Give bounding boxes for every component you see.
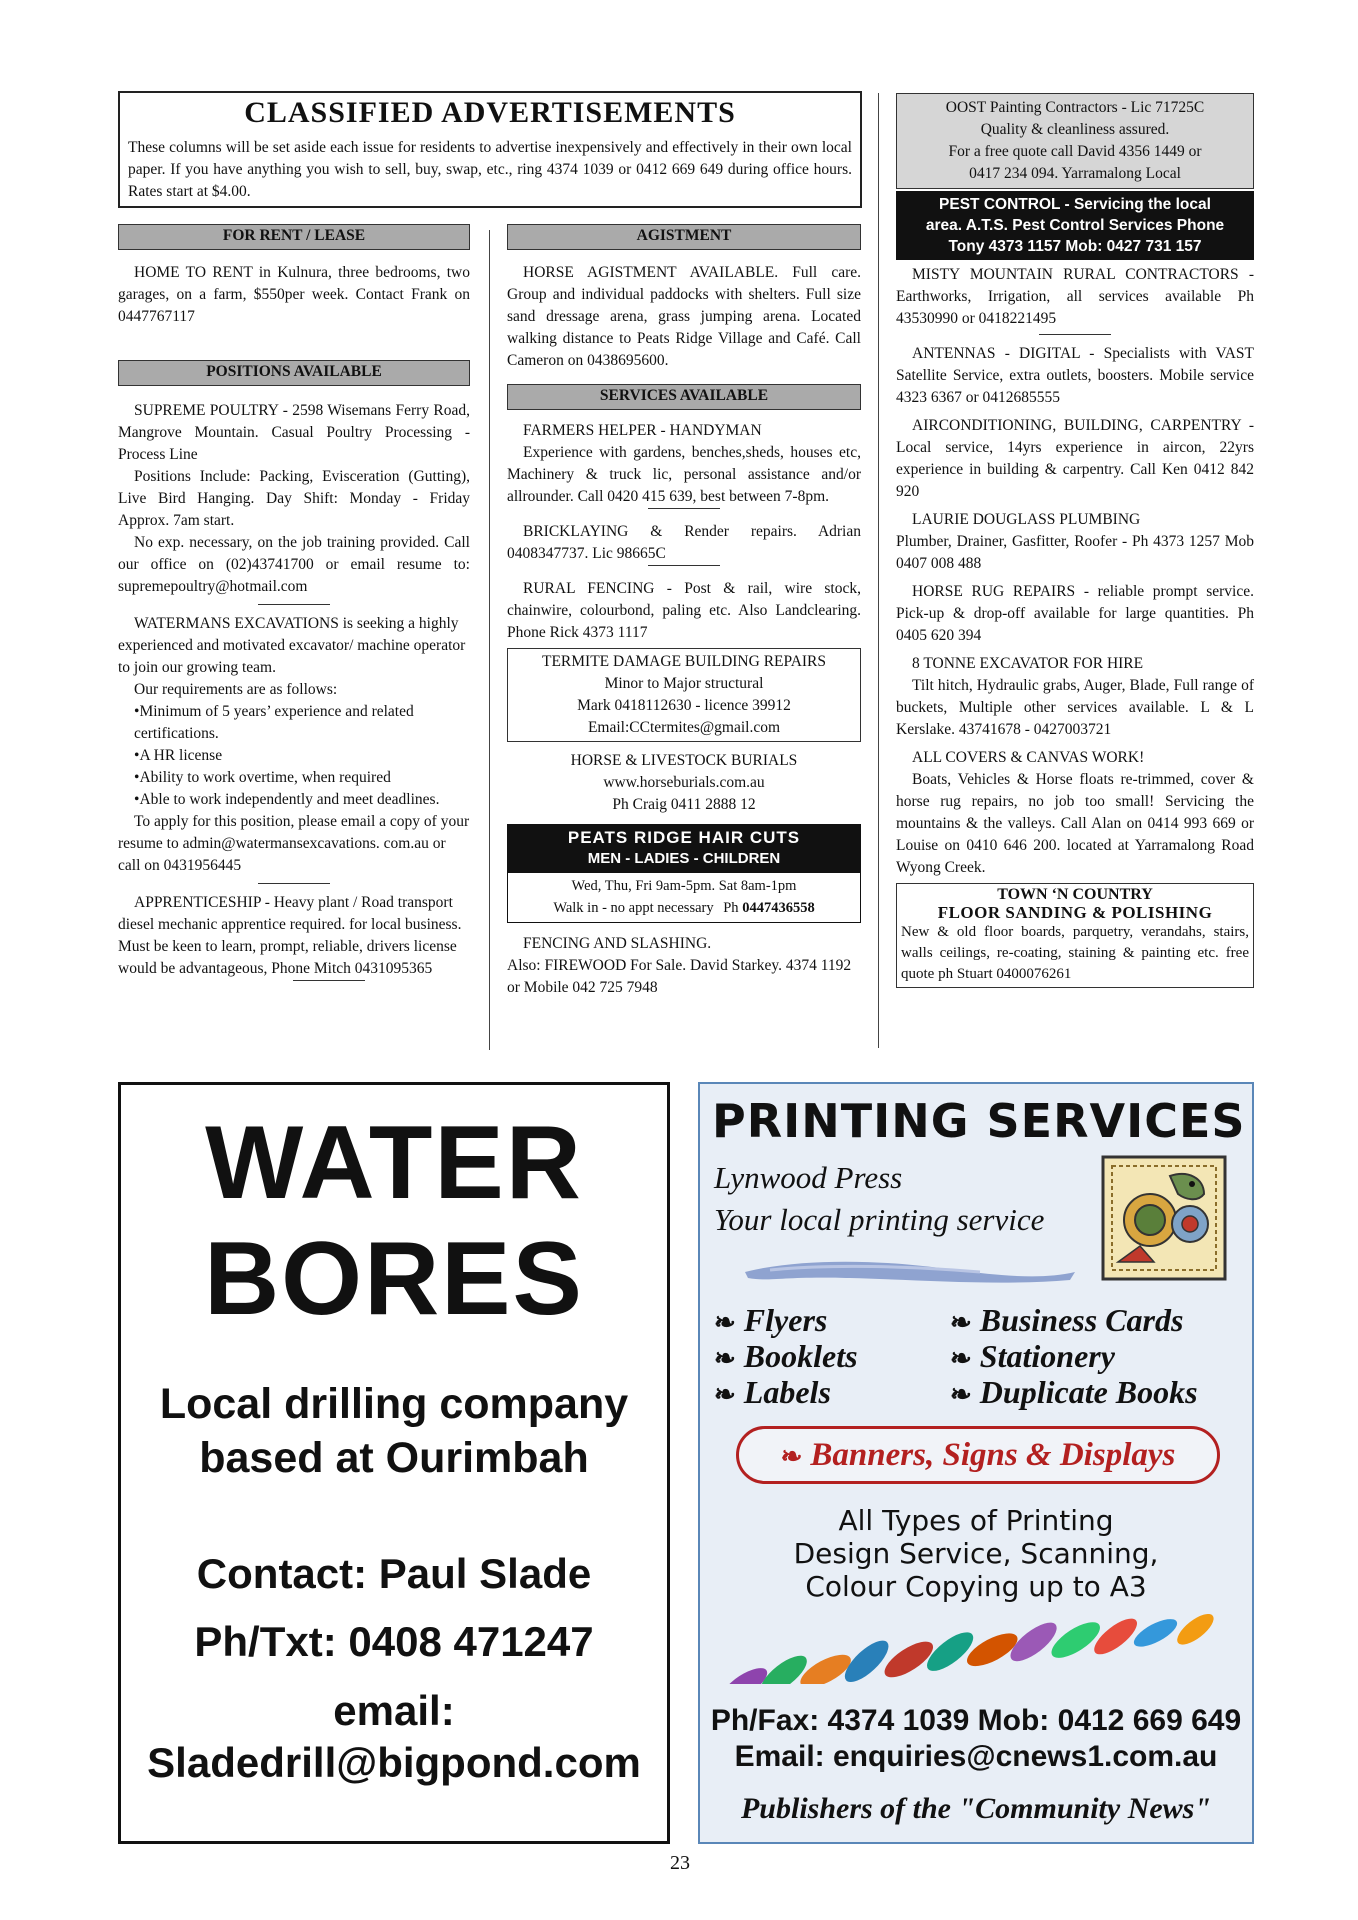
ad-plumbing-title: LAURIE DOUGLASS PLUMBING xyxy=(912,511,1141,528)
swash-icon: ❧ xyxy=(950,1344,972,1373)
column-rent-positions xyxy=(118,224,470,981)
parrot-logo-icon xyxy=(1100,1154,1228,1282)
burials-line: www.horseburials.com.au xyxy=(603,774,765,791)
brush-stroke-decoration xyxy=(740,1250,1080,1290)
water-email: Sladedrill@bigpond.com xyxy=(147,1739,641,1786)
water-phone: Ph/Txt: 0408 471247 xyxy=(194,1618,594,1665)
termite-line: TERMITE DAMAGE BUILDING REPAIRS xyxy=(541,653,827,670)
water-subtitle-line: Local drilling company xyxy=(159,1380,629,1428)
swash-icon: ❧ xyxy=(714,1344,736,1373)
service-label: Duplicate Books xyxy=(979,1374,1198,1410)
section-heading-rent: FOR RENT / LEASE xyxy=(118,224,470,250)
print-types xyxy=(700,1504,1252,1603)
ad-water-bores xyxy=(118,1082,670,1844)
ad-termite-box xyxy=(507,648,861,742)
ad-antennas: ANTENNAS - DIGITAL - Specialists with VAST Satellite Service, extra outlets, boosters. Mobile service 4323 6367 or 0412685555 xyxy=(896,345,1254,406)
section-heading-positions: POSITIONS AVAILABLE xyxy=(118,360,470,386)
print-types-line: Colour Copying up to A3 xyxy=(805,1570,1147,1603)
ad-floor-sanding xyxy=(896,883,1254,988)
service-item xyxy=(950,1338,1115,1375)
service-label: Business Cards xyxy=(979,1302,1184,1338)
ad-bricklaying: BRICKLAYING & Render repairs. Adrian 0408347737. Lic 98665C xyxy=(507,523,861,562)
section-heading-agistment: AGISTMENT xyxy=(507,224,861,250)
ad-farmers-helper-title: FARMERS HELPER - HANDYMAN xyxy=(523,422,762,439)
swash-icon: ❧ xyxy=(950,1308,972,1337)
ad-plumbing: Plumber, Drainer, Gasfitter, Roofer - Ph 4373 1257 Mob 0407 008 488 xyxy=(896,533,1254,572)
swash-icon: ❧ xyxy=(780,1442,803,1471)
classified-header-box xyxy=(118,91,862,208)
termite-line: Minor to Major structural xyxy=(604,675,764,692)
hair-walkin-line xyxy=(508,897,860,922)
ad-airconditioning: AIRCONDITIONING, BUILDING, CARPENTRY - Local service, 14yrs experience in aircon, 22yrs experience in building & carpentry. Call Ken 0412 842 920 xyxy=(896,417,1254,500)
hair-title: PEATS RIDGE HAIR CUTS xyxy=(508,825,860,849)
swash-icon: ❧ xyxy=(714,1380,736,1409)
ad-misty-mountain: MISTY MOUNTAIN RURAL CONTRACTORS - Earthworks, Irrigation, all services available Ph 43530990 or 0418221495 xyxy=(896,266,1254,327)
service-label: Stationery xyxy=(979,1338,1115,1374)
water-title-line: BORES xyxy=(204,1221,584,1337)
ad-watermans-intro: WATERMANS EXCAVATIONS is seeking a highly experienced and motivated excavator/ machine operator to join our growing team. xyxy=(118,615,466,676)
burials-line: HORSE & LIVESTOCK BURIALS xyxy=(570,752,798,769)
ad-home-to-rent: HOME TO RENT in Kulnura, three bedrooms, two garages, on a farm, $550per week. Contact Frank on 0447767117 xyxy=(118,264,470,325)
pest-line: PEST CONTROL - Servicing the local xyxy=(939,196,1211,213)
water-subtitle xyxy=(121,1377,667,1485)
service-label: Flyers xyxy=(743,1302,828,1338)
print-tagline: Your local printing service xyxy=(714,1202,1045,1237)
ad-watermans-bullet: • Ability to work overtime, when required xyxy=(118,767,470,789)
print-types-line: All Types of Printing xyxy=(838,1504,1114,1537)
swash-icon: ❧ xyxy=(950,1380,972,1409)
water-subtitle-line: based at Ourimbah xyxy=(199,1434,589,1482)
print-banner xyxy=(736,1426,1220,1484)
ad-covers-title: ALL COVERS & CANVAS WORK! xyxy=(912,749,1145,766)
ad-fencing-title: FENCING AND SLASHING. xyxy=(523,935,712,952)
floor-title: TOWN ‘N COUNTRY xyxy=(997,886,1153,903)
hair-hours: Wed, Thu, Fri 9am-5pm. Sat 8am-1pm xyxy=(571,878,797,894)
oost-line: 0417 234 094. Yarramalong Local xyxy=(969,165,1181,182)
oost-line: For a free quote call David 4356 1449 or xyxy=(948,143,1202,160)
ad-excavator-title: 8 TONNE EXCAVATOR FOR HIRE xyxy=(912,655,1144,672)
divider xyxy=(293,980,365,981)
ad-horse-rug: HORSE RUG REPAIRS - reliable prompt service. Pick-up & drop-off available for large quantities. Ph 0405 620 394 xyxy=(896,583,1254,644)
service-item xyxy=(714,1338,858,1375)
ad-watermans-bullet: • A HR license xyxy=(118,745,470,767)
ad-farmers-helper: Experience with gardens, benches,sheds, houses etc, Machinery & truck lic, personal assistance and/or allrounder. Call 0420 415 639, best between 7-8pm. xyxy=(507,444,861,505)
swash-icon: ❧ xyxy=(714,1308,736,1337)
ad-printing-services xyxy=(698,1082,1254,1844)
ad-watermans-requirements: Our requirements are as follows: xyxy=(134,681,338,698)
hair-phone: 0447436558 xyxy=(742,900,815,916)
column-agistment-services xyxy=(507,224,861,999)
ad-watermans-bullet: • Minimum of 5 years’ experience and related certifications. xyxy=(118,701,470,745)
ad-pest-control xyxy=(896,191,1254,260)
print-title: PRINTING SERVICES xyxy=(712,1094,1246,1148)
ad-horse-burials xyxy=(507,750,861,816)
ad-watermans-bullet: • Able to work independently and meet deadlines. xyxy=(118,789,470,811)
column-services-right xyxy=(896,93,1254,988)
hair-subtitle: MEN - LADIES - CHILDREN xyxy=(508,849,860,873)
section-heading-services: SERVICES AVAILABLE xyxy=(507,384,861,410)
classified-title: CLASSIFIED ADVERTISEMENTS xyxy=(244,96,736,129)
classified-intro: These columns will be set aside each issue for residents to advertise inexpensively and effectively in their own local paper. If you have anything you wish to sell, buy, swap, etc., ring 4374 1039 or 0412 669 649 during office hours. Rates start at $4.00. xyxy=(128,139,852,200)
ad-rural-fencing: RURAL FENCING - Post & rail, wire stock, chainwire, colourbond, paling etc. Also Landclearing. Phone Rick 4373 1117 xyxy=(507,580,861,641)
water-contact: Contact: Paul Slade xyxy=(196,1550,592,1597)
ad-poultry-positions: Positions Include: Packing, Evisceration (Gutting), Live Bird Hanging. Day Shift: Monday - Friday Approx. 7am start. xyxy=(118,468,470,529)
print-banner-label: Banners, Signs & Displays xyxy=(810,1437,1176,1473)
ad-hair-cuts xyxy=(507,824,861,923)
floor-subtitle: FLOOR SANDING & POLISHING xyxy=(937,903,1213,922)
floor-text: New & old floor boards, parquetry, verandahs, stairs, walls ceilings, re-coating, staining & painting etc. free quote ph Stuart 0400076261 xyxy=(901,924,1249,982)
pest-line: Tony 4373 1157 Mob: 0427 731 157 xyxy=(948,238,1202,255)
ad-fencing-slashing: Also: FIREWOOD For Sale. David Starkey. 4374 1192 or Mobile 042 725 7948 xyxy=(507,957,852,996)
column-divider xyxy=(489,230,490,1050)
print-press-name: Lynwood Press xyxy=(714,1160,903,1195)
service-item xyxy=(950,1374,1198,1411)
hair-walkin: Walk in - no appt necessary xyxy=(553,900,714,916)
print-types-line: Design Service, Scanning, xyxy=(793,1537,1159,1570)
ad-poultry-intro: SUPREME POULTRY - 2598 Wisemans Ferry Road, Mangrove Mountain. Casual Poultry Processing - Process Line xyxy=(118,402,470,463)
ad-excavator: Tilt hitch, Hydraulic grabs, Auger, Blade, Full range of buckets, Multiple other services available. L & L Kerslake. 43741678 - 0427003721 xyxy=(896,677,1254,738)
water-email-label: email: xyxy=(333,1687,455,1734)
hair-phone-label: Ph xyxy=(723,900,739,916)
print-phone: Ph/Fax: 4374 1039 Mob: 0412 669 649 xyxy=(710,1704,1242,1737)
termite-line: Mark 0418112630 - licence 39912 xyxy=(577,697,791,714)
ad-apprenticeship: APPRENTICESHIP - Heavy plant / Road transport diesel mechanic apprentice required. for local business. Must be keen to learn, prompt, reliable, drivers license would be advantageous, Phone Mitch 0431095365 xyxy=(118,894,462,977)
water-title-line: WATER xyxy=(205,1105,583,1221)
ad-oost-painting xyxy=(896,93,1254,189)
column-divider xyxy=(878,93,879,1048)
oost-line: OOST Painting Contractors - Lic 71725C xyxy=(945,99,1205,116)
feathers-decoration xyxy=(712,1614,1240,1684)
service-item xyxy=(714,1374,831,1411)
service-label: Labels xyxy=(743,1374,831,1410)
water-title xyxy=(121,1105,667,1337)
ad-horse-agistment: HORSE AGISTMENT AVAILABLE. Full care. Group and individual paddocks with shelters. Full size sand dressage arena, grass jumping arena. Located walking distance to Peats Ridge Village and Café. Call Cameron on 0438695600. xyxy=(507,264,861,369)
oost-line: Quality & cleanliness assured. xyxy=(980,121,1170,138)
service-item xyxy=(714,1302,827,1339)
ad-poultry-contact: No exp. necessary, on the job training provided. Call our office on (02)43741700 or email resume to: supremepoultry@hotmail.com xyxy=(118,534,470,595)
ad-covers: Boats, Vehicles & Horse floats re-trimmed, cover & horse rug repairs, no job too small! Servicing the mountains & the valleys. Call Alan on 0414 993 669 or Louise on 0410 646 200. located at Yarramalong Road Wyong Creek. xyxy=(896,771,1254,876)
service-label: Booklets xyxy=(743,1338,858,1374)
ad-watermans-apply: To apply for this position, please email a copy of your resume to admin@watermansexcavations. com.au or call on 0431956445 xyxy=(118,813,470,874)
print-publisher: Publishers of the "Community News" xyxy=(740,1792,1212,1825)
service-item xyxy=(950,1302,1183,1339)
page-number: 23 xyxy=(670,1852,690,1874)
print-email: Email: enquiries@cnews1.com.au xyxy=(734,1740,1218,1773)
pest-line: area. A.T.S. Pest Control Services Phone xyxy=(925,217,1225,234)
burials-line: Ph Craig 0411 2888 12 xyxy=(612,796,756,813)
termite-line: Email:CCtermites@gmail.com xyxy=(587,719,781,736)
